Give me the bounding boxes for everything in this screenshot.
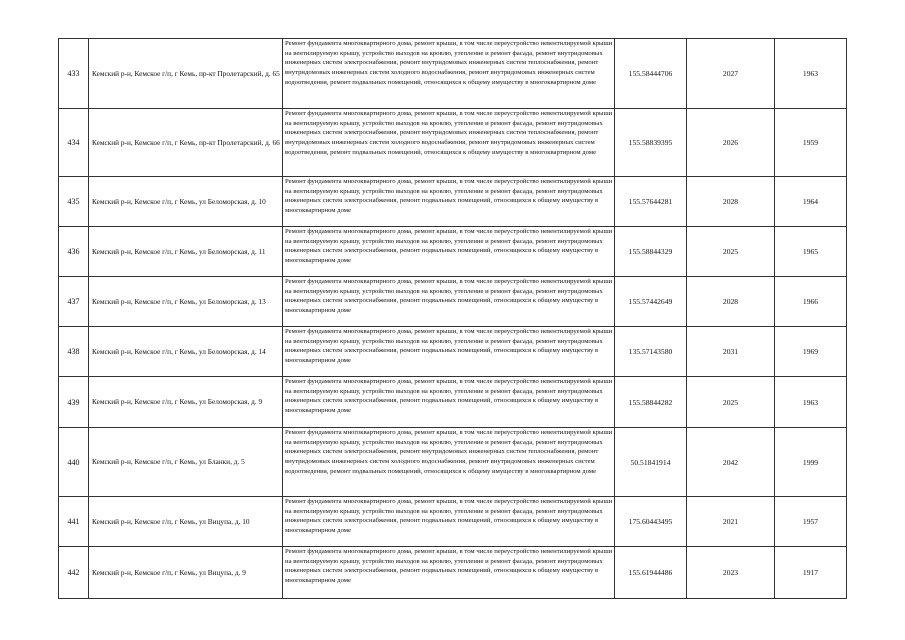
repair-works: Ремонт фундамента многоквартирного дома, ремонт крыши, в том числе переустройство невентилируемой крыши на вентилируемую крышу, устройство выходов на кровлю, утепление и ремонт фасада, ремонт внутридомовых инженерных систем электроснабжения, ремонт подвальных помещений, относящихся к общему имуществу в многоквартирном доме [283, 227, 615, 277]
table-row [59, 497, 847, 547]
planned-year: 2028 [687, 177, 775, 227]
built-year: 1963 [775, 377, 847, 428]
house-address: Кемский р-н, Кемское г/п, г Кемь, пр-кт Пролетарский, д. 65 [89, 39, 283, 109]
row-number: 440 [59, 428, 89, 497]
cost-value: 50.51841914 [615, 428, 687, 497]
house-address: Кемский р-н, Кемское г/п, г Кемь, ул Беломорская, д. 9 [89, 377, 283, 428]
row-number: 437 [59, 277, 89, 327]
repair-works: Ремонт фундамента многоквартирного дома, ремонт крыши, в том числе переустройство невентилируемой крыши на вентилируемую крышу, устройство выходов на кровлю, утепление и ремонт фасада, ремонт внутридомовых инженерных систем электроснабжения, ремонт подвальных помещений, относящихся к общему имуществу в многоквартирном доме [283, 547, 615, 599]
planned-year: 2025 [687, 377, 775, 428]
row-number: 438 [59, 327, 89, 377]
built-year: 1964 [775, 177, 847, 227]
row-number: 433 [59, 39, 89, 109]
cost-value: 155.58839395 [615, 109, 687, 177]
table-row [59, 547, 847, 599]
planned-year: 2026 [687, 109, 775, 177]
built-year: 1966 [775, 277, 847, 327]
built-year: 1917 [775, 547, 847, 599]
planned-year: 2028 [687, 277, 775, 327]
house-address: Кемский р-н, Кемское г/п, г Кемь, ул Беломорская, д. 14 [89, 327, 283, 377]
table-row [59, 428, 847, 497]
built-year: 1969 [775, 327, 847, 377]
repair-works: Ремонт фундамента многоквартирного дома, ремонт крыши, в том числе переустройство невентилируемой крыши на вентилируемую крышу, устройство выходов на кровлю, утепление и ремонт фасада, ремонт внутридомовых инженерных систем электроснабжения, ремонт внутридомовых инженерных систем теплоснабжения, ремонт внутридомовых инженерных систем холодного водоснабжения, ремонт внутридомовых инженерных систем водоотведения, ремонт подвальных помещений, относящихся к общему имуществу в многоквартирном доме [283, 109, 615, 177]
repair-works: Ремонт фундамента многоквартирного дома, ремонт крыши, в том числе переустройство невентилируемой крыши на вентилируемую крышу, устройство выходов на кровлю, утепление и ремонт фасада, ремонт внутридомовых инженерных систем электроснабжения, ремонт внутридомовых инженерных систем теплоснабжения, ремонт внутридомовых инженерных систем холодного водоснабжения, ремонт внутридомовых инженерных систем водоотведения, ремонт подвальных помещений, относящихся к общему имуществу в многоквартирном доме [283, 39, 615, 109]
built-year: 1999 [775, 428, 847, 497]
house-address: Кемский р-н, Кемское г/п, г Кемь, пр-кт Пролетарский, д. 66 [89, 109, 283, 177]
repair-works: Ремонт фундамента многоквартирного дома, ремонт крыши, в том числе переустройство невентилируемой крыши на вентилируемую крышу, устройство выходов на кровлю, утепление и ремонт фасада, ремонт внутридомовых инженерных систем электроснабжения, ремонт подвальных помещений, относящихся к общему имуществу в многоквартирном доме [283, 277, 615, 327]
row-number: 441 [59, 497, 89, 547]
row-number: 435 [59, 177, 89, 227]
planned-year: 2031 [687, 327, 775, 377]
house-address: Кемский р-н, Кемское г/п, г Кемь, ул Вицупа, д. 10 [89, 497, 283, 547]
repair-works: Ремонт фундамента многоквартирного дома, ремонт крыши, в том числе переустройство невентилируемой крыши на вентилируемую крышу, устройство выходов на кровлю, утепление и ремонт фасада, ремонт внутридомовых инженерных систем электроснабжения, ремонт подвальных помещений, относящихся к общему имуществу в многоквартирном доме [283, 497, 615, 547]
planned-year: 2021 [687, 497, 775, 547]
row-number: 442 [59, 547, 89, 599]
house-address: Кемский р-н, Кемское г/п, г Кемь, ул Вицупа, д. 9 [89, 547, 283, 599]
repair-works: Ремонт фундамента многоквартирного дома, ремонт крыши, в том числе переустройство невентилируемой крыши на вентилируемую крышу, устройство выходов на кровлю, утепление и ремонт фасада, ремонт внутридомовых инженерных систем электроснабжения, ремонт подвальных помещений, относящихся к общему имуществу в многоквартирном доме [283, 327, 615, 377]
cost-value: 155.57644281 [615, 177, 687, 227]
built-year: 1965 [775, 227, 847, 277]
house-address: Кемский р-н, Кемское г/п, г Кемь, ул Беломорская, д. 13 [89, 277, 283, 327]
capital-repair-table [58, 38, 847, 599]
planned-year: 2027 [687, 39, 775, 109]
repair-works: Ремонт фундамента многоквартирного дома, ремонт крыши, в том числе переустройство невентилируемой крыши на вентилируемую крышу, устройство выходов на кровлю, утепление и ремонт фасада, ремонт внутридомовых инженерных систем электроснабжения, ремонт подвальных помещений, относящихся к общему имуществу в многоквартирном доме [283, 377, 615, 428]
repair-works: Ремонт фундамента многоквартирного дома, ремонт крыши, в том числе переустройство невентилируемой крыши на вентилируемую крышу, устройство выходов на кровлю, утепление и ремонт фасада, ремонт внутридомовых инженерных систем электроснабжения, ремонт внутридомовых инженерных систем теплоснабжения, ремонт внутридомовых инженерных систем холодного водоснабжения, ремонт внутридомовых инженерных систем водоотведения, ремонт подвальных помещений, относящихся к общему имуществу в многоквартирном доме [283, 428, 615, 497]
repair-works: Ремонт фундамента многоквартирного дома, ремонт крыши, в том числе переустройство невентилируемой крыши на вентилируемую крышу, устройство выходов на кровлю, утепление и ремонт фасада, ремонт внутридомовых инженерных систем электроснабжения, ремонт подвальных помещений, относящихся к общему имуществу в многоквартирном доме [283, 177, 615, 227]
house-address: Кемский р-н, Кемское г/п, г Кемь, ул Беломорская, д. 11 [89, 227, 283, 277]
table-row [59, 109, 847, 177]
table-row [59, 39, 847, 109]
cost-value: 135.57143580 [615, 327, 687, 377]
cost-value: 155.57442649 [615, 277, 687, 327]
row-number: 439 [59, 377, 89, 428]
table-row [59, 327, 847, 377]
cost-value: 155.58844329 [615, 227, 687, 277]
cost-value: 155.58444706 [615, 39, 687, 109]
table-row [59, 177, 847, 227]
built-year: 1959 [775, 109, 847, 177]
cost-value: 175.60443495 [615, 497, 687, 547]
house-address: Кемский р-н, Кемское г/п, г Кемь, ул Бланки, д. 5 [89, 428, 283, 497]
built-year: 1957 [775, 497, 847, 547]
table-row [59, 227, 847, 277]
table-row [59, 277, 847, 327]
row-number: 434 [59, 109, 89, 177]
house-address: Кемский р-н, Кемское г/п, г Кемь, ул Беломорская, д. 10 [89, 177, 283, 227]
built-year: 1963 [775, 39, 847, 109]
planned-year: 2042 [687, 428, 775, 497]
cost-value: 155.58844282 [615, 377, 687, 428]
row-number: 436 [59, 227, 89, 277]
table-row [59, 377, 847, 428]
planned-year: 2025 [687, 227, 775, 277]
cost-value: 155.61944486 [615, 547, 687, 599]
planned-year: 2023 [687, 547, 775, 599]
